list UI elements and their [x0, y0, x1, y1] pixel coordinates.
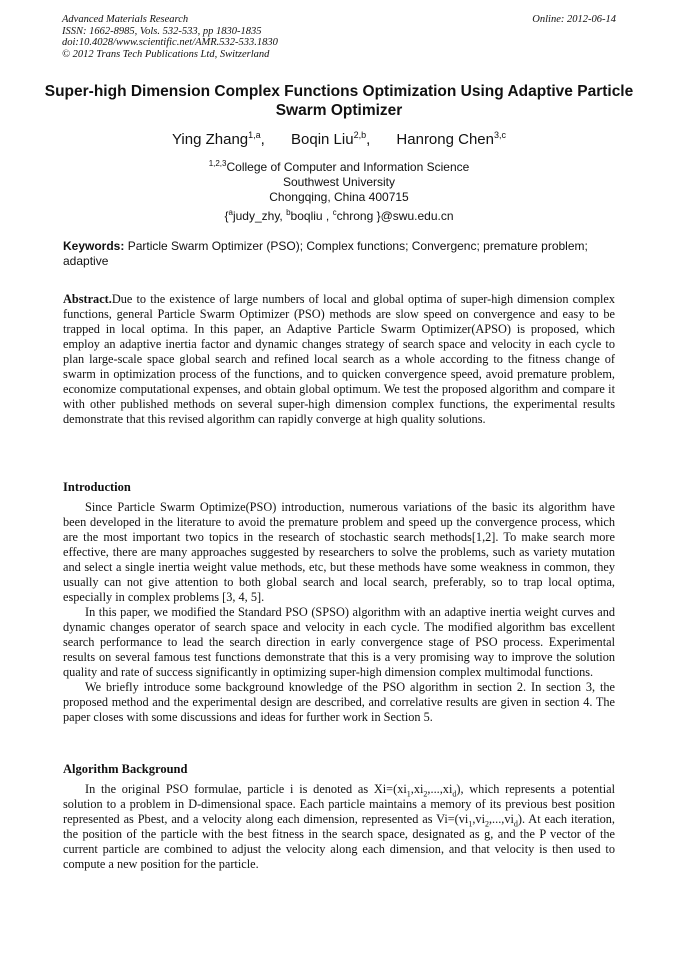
- copyright-line: © 2012 Trans Tech Publications Ltd, Switzerland: [62, 48, 270, 60]
- intro-paragraph-2: In this paper, we modified the Standard PSO (SPSO) algorithm with an adaptive inertia weight curves and dynamic changes operator of search space and velocity in each cycle. The modified algorithm bas excellent search performance to lead the search direction in early convergence stage of PSO process. Experimental results on several famous test functions demonstrate that this is a very promising way to improve the solution quality and rate of success significantly in optimizing super-high dimension complex multimodal functions.: [63, 605, 615, 679]
- affiliation-city: Chongqing, China 400715: [269, 190, 409, 204]
- keywords-text: Particle Swarm Optimizer (PSO); Complex functions; Convergenc; premature problem; adaptive: [63, 239, 588, 268]
- introduction-heading: Introduction: [63, 480, 131, 494]
- keywords-label: Keywords:: [63, 239, 125, 253]
- doi-line: doi:10.4028/www.scientific.net/AMR.532-533.1830: [62, 37, 278, 48]
- affiliation-emails: {$^a$judy_zhy, $^b$boqliu , $^c$chrong }@swu.edu.cn: [224, 208, 454, 223]
- algorithm-background-heading: Algorithm Background: [63, 762, 188, 776]
- affiliation-block: [0, 156, 678, 224]
- issn-line: ISSN: 1662-8985, Vols. 532-533, pp 1830-1835: [62, 25, 262, 37]
- author-3: Hanrong Chen$^{3,c}$: [396, 130, 507, 148]
- introduction-body: [63, 500, 615, 725]
- abstract: [63, 292, 615, 427]
- abstract-text: Due to the existence of large numbers of local and global optima of super-high dimension complex functions, general Particle Swarm Optimizer (PSO) methods are slow speed on convergence and easy to be trapped in local optima. In this paper, an Adaptive Particle Swarm Optimizer(APSO) is proposed, which employ an adaptive inertia factor and dynamic changes strategy of search space and velocity in each cycle to plan large-scale space global search and refined local search as a whole according to the fitness change of swarm in optimization process of the functions, and to quicken convergence speed, avoid premature problem, economize computational expenses, and obtain global optimum. We test the proposed algorithm and compare it with other published methods on several super-high dimension complex functions, the experimental results demonstrate that this revised algorithm can rapidly converge at high quality solutions.: [63, 292, 615, 426]
- author-2: Boqin Liu$^{2,b}$,: [291, 130, 371, 148]
- intro-paragraph-3: We briefly introduce some background knowledge of the PSO algorithm in section 2. In section 3, the proposed method and the experimental design are described, and correlative results are given in section 4. The paper closes with some discussions and ideas for further work in Section 5.: [63, 680, 615, 724]
- affiliation-dept: $^{1,2,3}$College of Computer and Information Science: [208, 159, 470, 174]
- journal-header: [62, 14, 616, 60]
- online-date: Online: 2012-06-14: [532, 14, 616, 25]
- algo-paragraph-1: In the original PSO formulae, particle i is denoted as $Xi=(xi_1,xi_2,...,xi_d)$, which represents a potential solution to a problem in D-dimensional space. Each particle maintains a memory of its previous best position represented as Pbest, and a velocity along each dimension, represented as $Vi=(vi_1,vi_2,...,vi_d)$. At each iteration, the position of the particle with the best fitness in the search space, designated as g, and the P vector of the current particle are combined to adjust the velocity along each dimension, and that velocity is then used to compute a new position for the particle.: [63, 782, 615, 871]
- affiliation-university: Southwest University: [282, 175, 396, 189]
- author-list: [0, 130, 678, 148]
- abstract-label: Abstract.: [63, 292, 112, 306]
- journal-name: Advanced Materials Research: [62, 14, 189, 25]
- author-1: Ying Zhang$^{1,a}$,: [171, 130, 265, 148]
- algorithm-background-body: [63, 782, 615, 872]
- intro-paragraph-1: Since Particle Swarm Optimize(PSO) introduction, numerous variations of the basic its algorithm have been developed in the literature to avoid the premature problem and speed up the convergence process, which are the most important two topics in the research of stochastic search methods[1,2]. To make search more effective, there are many approaches suggested by researchers to solve the problems, such as variety mutation and select a single inertia weight value methods, etc, but these methods have some weakness in common, they usually can not give attention to both global search and local search, preferably, so to trap local optima, especially in complex problems [3, 4, 5].: [63, 500, 615, 604]
- keywords: [63, 239, 615, 269]
- paper-title: Super-high Dimension Complex Functions Optimization Using Adaptive Particle Swarm Optimizer: [44, 83, 634, 119]
